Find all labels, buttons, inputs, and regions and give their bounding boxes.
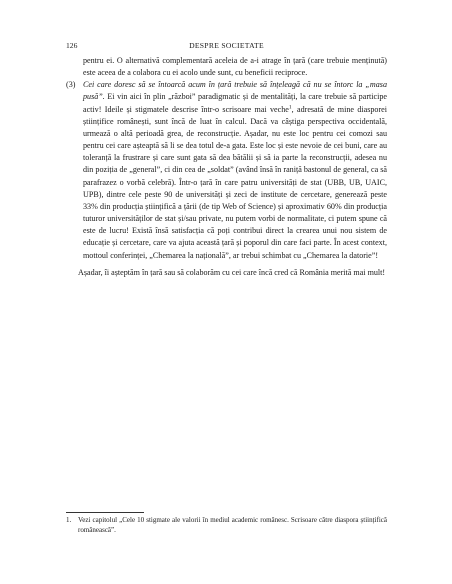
list-item-number: (3) (66, 80, 76, 90)
body-text (66, 55, 387, 279)
page-number: 126 (66, 41, 78, 50)
footnote-separator (66, 512, 144, 513)
list-item-3 (66, 79, 387, 261)
running-header (66, 40, 387, 52)
closing-paragraph: Așadar, îi așteptăm în țară sau să colaborăm cu cei care încă cred că România merită mai mult! (78, 267, 386, 277)
footnote-reference[interactable]: 1 (288, 103, 292, 110)
running-title: DESPRE SOCIETATE (189, 41, 264, 50)
list-item-text-continued: , adresată de mine diasporei științifice românești, sunt încă de luat în calcul. Dacă va câștiga perspectiva occidentală, urmează o altă perioadă grea, de reconstrucție. Așadar, nu este loc pentru cei comozi sau pentru cei care așteaptă să li se dea totul de-a gata. Este loc și este nevoie de cei buni, care au toleranță la frustrare și care sunt gata să dea bătălii și să ia parte la reconstrucții, adesea nu din poziția de „general”, ci din cea de „soldat” (având însă în raniță bastonul de general, ca să parafrazez o vorbă celebră). Într-o țară în care patru universități de stat (UBB, UB, UAIC, UPB), dintre cele peste 90 de universități și zeci de institute de cercetare, generează peste 33% din producția științifică a țării (de tip Web of Science) și aproximativ 60% din producția tuturor universităților de stat și/sau private, nu putem vorbi de normalitate, ci putem spune că este de lucru! Există însă satisfacția că poți contribui direct la crearea unui nou sistem de educație și cercetare, care va ajuta această țară și poporul din care faci parte. În acest context, mottoul conferinței, „Chemarea la națională”, ar trebui schimbat cu „Chemarea la datorie”! (83, 104, 387, 260)
list-item-text: Ei vin aici în plin „război” paradigmatic și de mentalități, la care trebuie să participe activ! Ideile și stigmatele descrise într-o scrisoare mai veche (83, 92, 387, 114)
footnote (66, 516, 387, 535)
list-item-lead-italic: Cei care doresc să se întoarcă acum în țară trebuie să înțeleagă că nu se întorc la „masa pusă”. (83, 80, 387, 102)
continuation-paragraph: pentru ei. O alternativă complementară aceleia de a-i atrage în țară (care trebuie menținută) este aceea de a colabora cu ei acolo unde sunt, cu beneficii reciproce. (83, 56, 387, 78)
footnote-text: Vezi capitolul „Cele 10 stigmate ale valorii în mediul academic românesc. Scrisoare către diaspora științifică românească”. (78, 516, 387, 534)
footnote-number: 1. (66, 516, 72, 524)
